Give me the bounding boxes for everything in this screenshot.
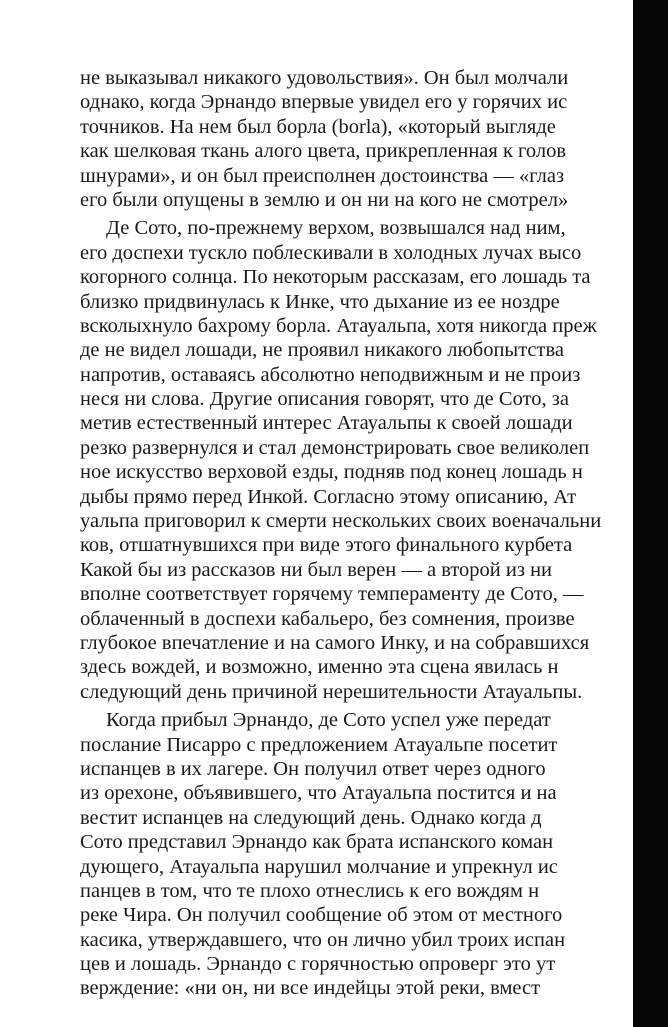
text-line: Де Сото, по-прежнему верхом, возвышался над ним, <box>106 217 571 240</box>
text-line: де не видел лошади, не проявил никакого любопытства <box>80 339 564 362</box>
text-line: глубокое впечатление и на самого Инку, и на собравшихся <box>80 631 590 654</box>
text-line: Какой бы из рассказов ни был верен — а второй из ни <box>80 558 553 581</box>
body-text <box>80 66 668 1001</box>
text-line: напротив, оставаясь абсолютно неподвижным и не произ <box>80 363 581 386</box>
text-line: когорного солнца. По некоторым рассказам, его лошадь та <box>80 266 591 289</box>
text-line: из орехоне, объявившего, что Атауальпа постится и на <box>80 782 557 805</box>
text-line: реке Чира. Он получил сообщение об этом от местного <box>80 904 563 927</box>
paragraph <box>80 216 668 704</box>
text-line: неся ни слова. Другие описания говорят, что де Сото, за <box>80 388 569 411</box>
text-line: вполне соответствует горячему темпераменту де Сото, — <box>80 583 584 606</box>
text-line: шнурами», и он был преисполнен достоинства — «глаз <box>80 164 565 187</box>
paragraph <box>80 708 668 1001</box>
text-line: облаченный в доспехи кабальеро, без сомнения, произве <box>80 607 575 630</box>
text-line: ков, отшатнувшихся при виде этого финального курбета <box>80 534 573 557</box>
text-line: близко придвинулась к Инке, что дыхание из ее ноздре <box>80 290 560 313</box>
text-line: испанцев в их лагере. Он получил ответ через одного <box>80 757 546 780</box>
text-line: следующий день причиной нерешительности Атауальпы. <box>80 680 583 703</box>
text-line: дыбы прямо перед Инкой. Согласно этому описанию, Ат <box>80 485 577 508</box>
text-line: панцев в том, что те плохо отнеслись к его вождям н <box>80 879 540 902</box>
text-line: ное искусство верховой езды, подняв под конец лошадь н <box>80 461 583 484</box>
text-line: Когда прибыл Эрнандо, де Сото успел уже передат <box>106 709 551 732</box>
text-line: его доспехи тускло поблескивали в холодных лучах высо <box>80 241 582 264</box>
text-line: вестит испанцев на следующий день. Однако когда д <box>80 806 542 829</box>
text-line: как шелковая ткань алого цвета, прикрепленная к голов <box>80 140 567 163</box>
text-line: точников. На нем был борла (borla), «который выгляде <box>80 115 556 138</box>
text-line: цев и лошадь. Эрнандо с горячностью опроверг это ут <box>80 953 556 976</box>
text-line: его были опущены в землю и он ни на кого не смотрел» <box>80 188 569 211</box>
paragraph <box>80 66 668 212</box>
text-line: однако, когда Эрнандо впервые увидел его у горячих ис <box>80 91 568 114</box>
scan-binding-edge <box>633 0 668 1027</box>
text-line: дующего, Атауальпа нарушил молчание и упрекнул ис <box>80 855 558 878</box>
text-line: касика, утверждавшего, что он лично убил троих испан <box>80 928 566 951</box>
text-line: резко развернулся и стал демонстрировать свое великолеп <box>80 436 590 459</box>
text-line: метив естественный интерес Атауальпы к своей лошади <box>80 412 573 435</box>
text-line: послание Писарро с предложением Атауальпе посетит <box>80 733 558 756</box>
text-line: не выказывал никакого удовольствия». Он был молчали <box>80 67 569 89</box>
text-line: всколыхнуло бахрому борла. Атауальпа, хотя никогда преж <box>80 314 597 337</box>
text-line: здесь вождей, и возможно, именно эта сцена явилась н <box>80 656 559 679</box>
text-line: верждение: «ни он, ни все индейцы этой реки, вмест <box>80 977 541 1000</box>
text-line: Сото представил Эрнандо как брата испанского коман <box>80 831 554 854</box>
text-line: уальпа приговорил к смерти нескольких своих военачальни <box>80 510 602 533</box>
